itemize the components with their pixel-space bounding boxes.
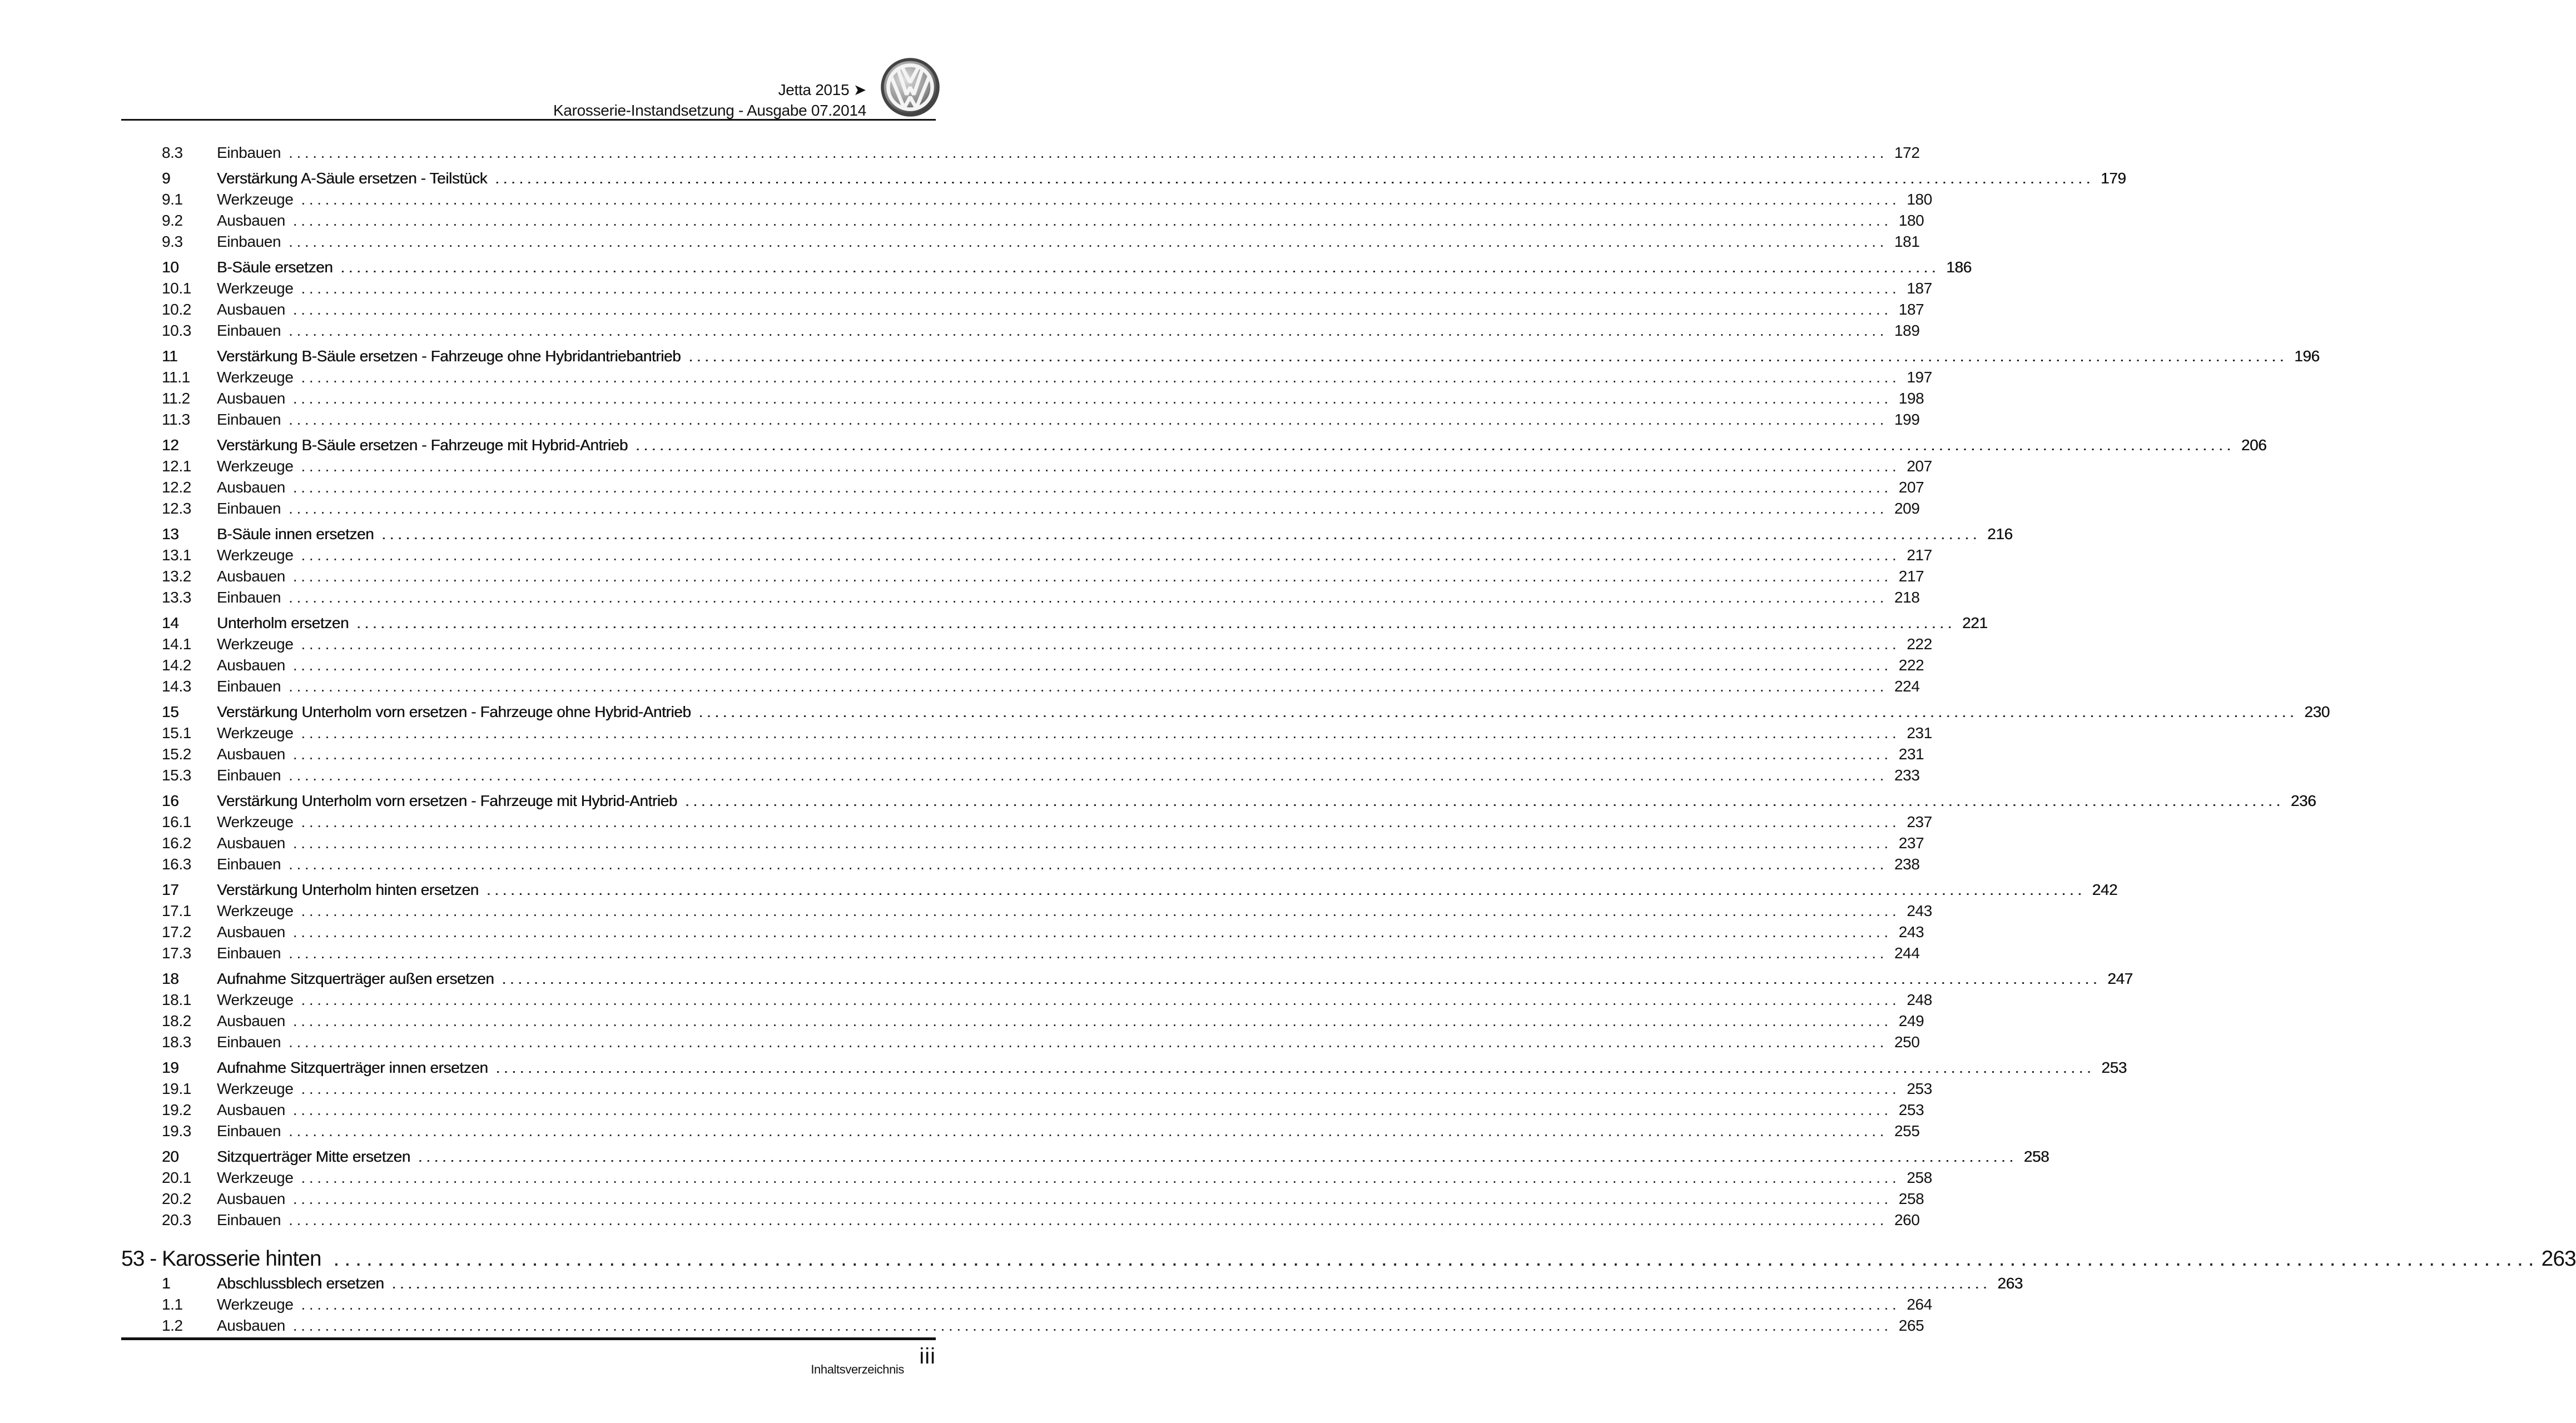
toc-entry[interactable] [121,1315,1924,1336]
toc-entry[interactable] [121,943,1920,964]
toc-title: Verstärkung A-Säule ersetzen - Teilstück [217,170,488,187]
dot-leader: ........................................................................................................................................................................................................ [289,767,1888,784]
dot-leader: ........................................................................................................................................................................................................ [486,881,2086,898]
toc-number: 1.2 [162,1317,183,1334]
toc-page: 181 [1894,233,1920,250]
toc-title: Ausbauen [217,1190,285,1207]
toc-page: 263 [1997,1275,2023,1292]
toc-title: Einbauen [217,411,281,428]
toc-title: Werkzeuge [217,1080,294,1097]
toc-entry[interactable] [121,1078,1932,1099]
toc-page: 231 [1907,724,1932,742]
header-edition: Karosserie-Instandsetzung - Ausgabe 07.2014 [553,102,866,119]
toc-section[interactable] [121,524,2013,545]
toc-page: 249 [1898,1012,1924,1029]
dot-leader: ........................................................................................................................................................................................................ [381,525,1981,543]
toc-entry[interactable] [121,367,1932,388]
toc-title: Werkzeuge [217,191,294,208]
toc-entry[interactable] [121,922,1924,943]
toc-page: 216 [1987,525,2013,543]
toc-number: 19.2 [162,1101,191,1118]
toc-title: Ausbauen [217,745,285,763]
dot-leader: ........................................................................................................................................................................................................ [289,1211,1888,1228]
dot-leader: ........................................................................................................................................................................................................ [301,191,1900,208]
toc-page: 242 [2092,881,2118,898]
toc-number: 12.1 [162,457,191,475]
toc-number: 12.3 [162,500,191,517]
toc-page: 253 [1907,1080,1932,1097]
toc-entry[interactable] [121,1032,1920,1053]
toc-entry[interactable] [121,1099,1924,1121]
dot-leader: ........................................................................................................................................................................................................ [292,834,1892,852]
toc-page: 217 [1907,546,1932,564]
toc-page: 255 [1894,1122,1920,1140]
toc-number: 12.2 [162,479,191,496]
toc-number: 17.2 [162,923,191,941]
toc-page: 237 [1907,813,1932,830]
toc-page: 197 [1907,369,1932,386]
toc-entry[interactable] [121,744,1924,765]
toc-entry[interactable] [121,320,1920,341]
toc-title: Einbauen [217,144,281,161]
dot-leader: ........................................................................................................................................................................................................ [289,589,1888,606]
dot-leader: ........................................................................................................................................................................................................ [289,678,1888,695]
toc-title: Werkzeuge [217,991,294,1008]
toc-page: 222 [1898,656,1924,674]
table-of-contents [121,142,2576,1336]
toc-entry[interactable] [121,587,1920,608]
toc-number: 18.1 [162,991,191,1008]
dot-leader: ........................................................................................................................................................................................................ [301,369,1900,386]
toc-title: Verstärkung B-Säule ersetzen - Fahrzeuge mit Hybrid-Antrieb [217,436,628,454]
toc-page: 253 [2101,1059,2127,1076]
toc-entry[interactable] [121,231,1920,252]
toc-title: Abschlussblech ersetzen [217,1275,384,1292]
toc-section[interactable] [121,701,2330,723]
toc-page: 247 [2107,970,2133,987]
toc-title: Werkzeuge [217,724,294,742]
toc-number: 9.1 [162,191,183,208]
toc-page: 237 [1898,834,1924,852]
toc-title: Werkzeuge [217,813,294,830]
toc-title: Einbauen [217,855,281,873]
toc-title: 53 - Karosserie hinten [121,1247,321,1271]
dot-leader: ........................................................................................................................................................................................................ [292,1012,1892,1029]
toc-title: Einbauen [217,1211,281,1228]
dot-leader: ........................................................................................................................................................................................................ [356,614,1955,631]
toc-entry[interactable] [121,545,1932,566]
toc-number: 11 [162,347,178,365]
dot-leader: ........................................................................................................................................................................................................ [340,258,1940,276]
page-number: iii [919,1344,936,1369]
toc-page: 248 [1907,991,1932,1008]
toc-number: 19.1 [162,1080,191,1097]
toc-page: 260 [1894,1211,1920,1228]
toc-number: 19 [162,1059,179,1076]
toc-page: 207 [1907,457,1932,475]
toc-title: Verstärkung Unterholm vorn ersetzen - Fahrzeuge ohne Hybrid-Antrieb [217,703,691,720]
toc-page: 258 [1907,1169,1932,1186]
toc-title: Werkzeuge [217,1296,294,1313]
toc-page: 199 [1894,411,1920,428]
toc-page: 236 [2290,792,2316,809]
dot-leader: ........................................................................................................................................................................................................ [292,923,1892,941]
toc-section[interactable] [121,168,2126,189]
footer-rule [121,1337,936,1340]
toc-number: 1 [162,1275,171,1292]
toc-number: 14.2 [162,656,191,674]
toc-entry[interactable] [121,409,1920,430]
toc-page: 198 [1898,390,1924,407]
toc-number: 15 [162,703,179,720]
toc-title: Ausbauen [217,834,285,852]
toc-entry[interactable] [121,854,1920,875]
toc-entry[interactable] [121,1210,1920,1231]
dot-leader: ........................................................................................................................................................................................................ [684,792,2284,809]
toc-number: 14 [162,614,179,631]
toc-page: 179 [2101,170,2126,187]
toc-section[interactable] [121,1057,2127,1078]
toc-number: 18.3 [162,1033,191,1051]
toc-page: 263 [2541,1247,2576,1271]
toc-page: 218 [1894,589,1920,606]
toc-page: 243 [1898,923,1924,941]
toc-number: 12 [162,436,179,454]
toc-section[interactable] [121,346,2320,367]
dot-leader: ........................................................................................................................................................................................................ [292,1190,1892,1207]
toc-page: 189 [1894,322,1920,339]
dot-leader: ........................................................................................................................................................................................................ [292,1101,1892,1118]
toc-title: Aufnahme Sitzquerträger innen ersetzen [217,1059,488,1076]
toc-page: 186 [1946,258,1972,276]
toc-page: 222 [1907,635,1932,653]
toc-section[interactable] [121,790,2316,812]
dot-leader: ........................................................................................................................................................................................................ [289,233,1888,250]
toc-number: 16.2 [162,834,191,852]
dot-leader: ........................................................................................................................................................................................................ [301,1296,1900,1313]
dot-leader: ........................................................................................................................................................................................................ [301,457,1900,475]
toc-page: 244 [1894,944,1920,962]
dot-leader: ........................................................................................................................................................................................................ [292,568,1892,585]
toc-entry[interactable] [121,189,1932,210]
toc-entry[interactable] [121,1188,1924,1210]
toc-title: Einbauen [217,500,281,517]
dot-leader: ........................................................................................................................................................................................................ [495,1059,2095,1076]
toc-number: 17 [162,881,179,898]
dot-leader: ........................................................................................................................................................................................................ [292,390,1892,407]
dot-leader: ........................................................................................................................................................................................................ [301,813,1900,830]
toc-entry[interactable] [121,1011,1924,1032]
toc-entry[interactable] [121,142,1920,163]
toc-entry[interactable] [121,210,1924,231]
toc-entry[interactable] [121,812,1932,833]
toc-page: 258 [2023,1148,2049,1165]
toc-number: 11.2 [162,390,190,407]
toc-number: 13.3 [162,589,191,606]
toc-title: Unterholm ersetzen [217,614,349,631]
toc-number: 8.3 [162,144,183,161]
toc-number: 1.1 [162,1296,183,1313]
toc-page: 180 [1898,212,1924,229]
toc-number: 10.1 [162,280,191,297]
toc-page: 187 [1907,280,1932,297]
dot-leader: ........................................................................................................................................................................................................ [418,1148,2017,1165]
toc-entry[interactable] [121,566,1924,587]
toc-title: Werkzeuge [217,902,294,919]
toc-page: 196 [2294,347,2320,365]
dot-leader: ........................................................................................................................................................................................................ [289,144,1888,161]
toc-number: 9.3 [162,233,183,250]
toc-title: Ausbauen [217,923,285,941]
toc-title: Verstärkung Unterholm vorn ersetzen - Fahrzeuge mit Hybrid-Antrieb [217,792,677,809]
toc-page: 230 [2304,703,2330,720]
toc-entry[interactable] [121,765,1920,786]
toc-number: 16 [162,792,179,809]
toc-title: Ausbauen [217,212,285,229]
dot-leader: ........................................................................................................................................................................................................ [292,745,1892,763]
toc-number: 14.1 [162,635,191,653]
dot-leader: ........................................................................................................................................................................................................ [391,1275,1991,1292]
dot-leader: ........................................................................................................................................................................................................ [292,479,1892,496]
toc-page: 172 [1894,144,1920,161]
toc-page: 238 [1894,855,1920,873]
toc-number: 17.3 [162,944,191,962]
dot-leader: ........................................................................................................................................................................................................ [289,1033,1888,1051]
toc-page: 265 [1898,1317,1924,1334]
toc-entry[interactable] [121,900,1932,922]
dot-leader: ........................................................................................................................................................................................................ [698,703,2298,720]
toc-title: Ausbauen [217,568,285,585]
toc-number: 10.3 [162,322,191,339]
toc-page: 258 [1898,1190,1924,1207]
toc-number: 16.1 [162,813,191,830]
toc-entry[interactable] [121,1167,1932,1188]
toc-entry[interactable] [121,634,1932,655]
toc-title: Einbauen [217,944,281,962]
dot-leader: ........................................................................................................................................................................................................ [301,1080,1900,1097]
toc-title: Werkzeuge [217,1169,294,1186]
toc-section[interactable] [121,879,2118,900]
dot-leader: ........................................................................................................................................................................................................ [292,212,1892,229]
toc-entry[interactable] [121,388,1924,409]
dot-leader: ........................................................................................................................................................................................................ [301,280,1900,297]
dot-leader: ........................................................................................................................................................................................................ [688,347,2288,365]
toc-entry[interactable] [121,676,1920,697]
dot-leader: ........................................................................................................................................................................................................ [333,1247,2539,1271]
dot-leader: ........................................................................................................................................................................................................ [301,635,1900,653]
toc-title: Werkzeuge [217,457,294,475]
toc-number: 13.2 [162,568,191,585]
toc-title: Einbauen [217,233,281,250]
toc-page: 187 [1898,301,1924,318]
toc-page: 224 [1894,678,1920,695]
toc-section[interactable] [121,613,1988,634]
toc-entry[interactable] [121,278,1932,299]
toc-entry[interactable] [121,989,1932,1011]
toc-title: Ausbauen [217,390,285,407]
toc-page: 233 [1894,767,1920,784]
toc-number: 15.3 [162,767,191,784]
dot-leader: ........................................................................................................................................................................................................ [301,724,1900,742]
dot-leader: ........................................................................................................................................................................................................ [292,656,1892,674]
toc-title: Werkzeuge [217,635,294,653]
footer-section: Inhaltsverzeichnis [811,1362,904,1376]
toc-number: 16.3 [162,855,191,873]
toc-title: B-Säule innen ersetzen [217,525,374,543]
toc-title: Einbauen [217,322,281,339]
toc-number: 18.2 [162,1012,191,1029]
toc-number: 10.2 [162,301,191,318]
toc-page: 231 [1898,745,1924,763]
toc-title: Werkzeuge [217,546,294,564]
toc-chapter[interactable] [121,1245,2576,1273]
toc-number: 11.3 [162,411,190,428]
toc-page: 206 [2241,436,2267,454]
toc-number: 19.3 [162,1122,191,1140]
toc-entry[interactable] [121,723,1932,744]
toc-page: 221 [1962,614,1988,631]
toc-section[interactable] [121,1146,2049,1167]
toc-number: 11.1 [162,369,190,386]
toc-title: Aufnahme Sitzquerträger außen ersetzen [217,970,494,987]
toc-page: 253 [1898,1101,1924,1118]
toc-title: Ausbauen [217,479,285,496]
dot-leader: ........................................................................................................................................................................................................ [635,436,2235,454]
toc-number: 9.2 [162,212,183,229]
toc-title: Einbauen [217,589,281,606]
dot-leader: ........................................................................................................................................................................................................ [289,1122,1888,1140]
toc-number: 13 [162,525,179,543]
dot-leader: ........................................................................................................................................................................................................ [289,411,1888,428]
toc-entry[interactable] [121,1294,1932,1315]
toc-number: 9 [162,170,171,187]
toc-page: 243 [1907,902,1932,919]
toc-page: 217 [1898,568,1924,585]
toc-entry[interactable] [121,833,1924,854]
toc-title: B-Säule ersetzen [217,258,333,276]
toc-entry[interactable] [121,655,1924,676]
toc-title: Werkzeuge [217,280,294,297]
toc-title: Ausbauen [217,1317,285,1334]
toc-number: 15.2 [162,745,191,763]
toc-number: 20.2 [162,1190,191,1207]
header-model: Jetta 2015 ➤ [778,81,866,98]
dot-leader: ........................................................................................................................................................................................................ [502,970,2101,987]
dot-leader: ........................................................................................................................................................................................................ [301,991,1900,1008]
dot-leader: ........................................................................................................................................................................................................ [301,1169,1900,1186]
toc-section[interactable] [121,435,2267,456]
toc-title: Sitzquerträger Mitte ersetzen [217,1148,410,1165]
toc-title: Werkzeuge [217,369,294,386]
toc-entry[interactable] [121,299,1924,320]
toc-section[interactable] [121,1273,2023,1294]
toc-page: 264 [1907,1296,1932,1313]
toc-title: Einbauen [217,767,281,784]
toc-title: Ausbauen [217,656,285,674]
dot-leader: ........................................................................................................................................................................................................ [289,500,1888,517]
toc-entry[interactable] [121,498,1920,519]
toc-number: 14.3 [162,678,191,695]
toc-title: Ausbauen [217,1012,285,1029]
dot-leader: ........................................................................................................................................................................................................ [301,546,1900,564]
toc-page: 209 [1894,500,1920,517]
dot-leader: ........................................................................................................................................................................................................ [292,1317,1892,1334]
toc-title: Einbauen [217,1122,281,1140]
toc-title: Einbauen [217,678,281,695]
header-rule [121,119,936,121]
dot-leader: ........................................................................................................................................................................................................ [495,170,2094,187]
toc-section[interactable] [121,257,1972,278]
toc-title: Verstärkung Unterholm hinten ersetzen [217,881,479,898]
toc-page: 207 [1898,479,1924,496]
dot-leader: ........................................................................................................................................................................................................ [292,301,1892,318]
toc-title: Verstärkung B-Säule ersetzen - Fahrzeuge ohne Hybridantriebantrieb [217,347,681,365]
dot-leader: ........................................................................................................................................................................................................ [301,902,1900,919]
toc-title: Ausbauen [217,1101,285,1118]
toc-page: 250 [1894,1033,1920,1051]
toc-number: 18 [162,970,179,987]
toc-entry[interactable] [121,477,1924,498]
toc-number: 17.1 [162,902,191,919]
dot-leader: ........................................................................................................................................................................................................ [289,855,1888,873]
dot-leader: ........................................................................................................................................................................................................ [289,322,1888,339]
toc-entry[interactable] [121,456,1932,477]
toc-number: 20.3 [162,1211,191,1228]
toc-number: 20 [162,1148,179,1165]
toc-section[interactable] [121,968,2133,989]
vw-logo-icon [880,57,941,118]
toc-number: 15.1 [162,724,191,742]
dot-leader: ........................................................................................................................................................................................................ [289,944,1888,962]
toc-page: 180 [1907,191,1932,208]
toc-title: Einbauen [217,1033,281,1051]
toc-number: 20.1 [162,1169,191,1186]
toc-number: 10 [162,258,179,276]
toc-title: Ausbauen [217,301,285,318]
toc-number: 13.1 [162,546,191,564]
toc-entry[interactable] [121,1121,1920,1142]
